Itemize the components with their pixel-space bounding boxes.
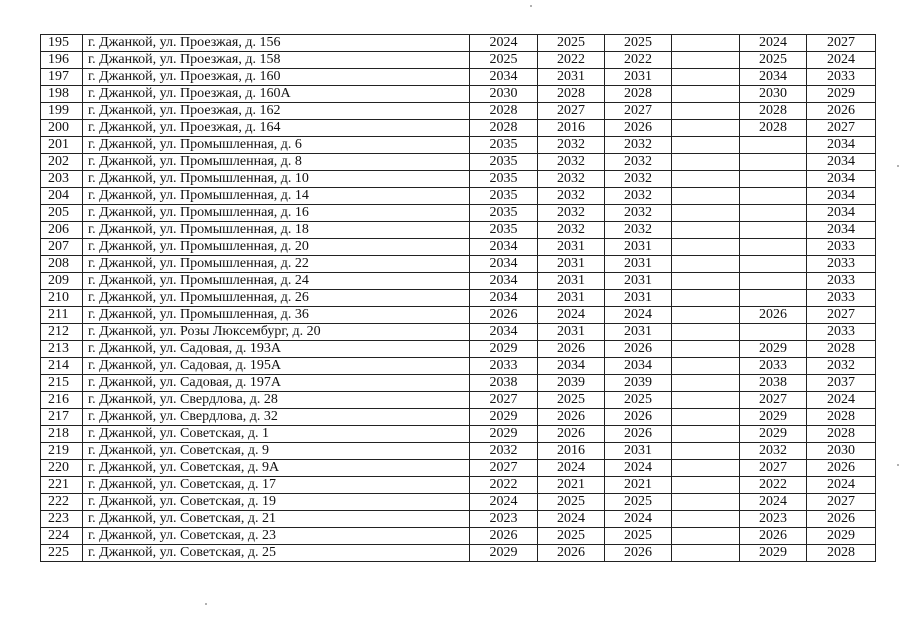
row-number-cell: 207 xyxy=(41,239,83,256)
year-cell-2: 2034 xyxy=(538,358,605,375)
address-cell: г. Джанкой, ул. Советская, д. 9А xyxy=(83,460,470,477)
year-cell-6: 2024 xyxy=(807,392,876,409)
address-cell: г. Джанкой, ул. Проезжая, д. 160А xyxy=(83,86,470,103)
year-cell-2: 2032 xyxy=(538,137,605,154)
year-cell-2: 2028 xyxy=(538,86,605,103)
row-number-cell: 206 xyxy=(41,222,83,239)
year-cell-5: 2028 xyxy=(740,103,807,120)
table-row xyxy=(41,239,876,256)
address-cell: г. Джанкой, ул. Промышленная, д. 26 xyxy=(83,290,470,307)
table-row xyxy=(41,188,876,205)
year-cell-5: 2028 xyxy=(740,120,807,137)
year-cell-4 xyxy=(672,528,740,545)
address-cell: г. Джанкой, ул. Промышленная, д. 36 xyxy=(83,307,470,324)
table-row xyxy=(41,409,876,426)
year-cell-3: 2027 xyxy=(605,103,672,120)
year-cell-2: 2024 xyxy=(538,460,605,477)
row-number-cell: 210 xyxy=(41,290,83,307)
year-cell-5: 2029 xyxy=(740,545,807,562)
year-cell-6: 2027 xyxy=(807,494,876,511)
year-cell-5: 2025 xyxy=(740,52,807,69)
address-cell: г. Джанкой, ул. Проезжая, д. 164 xyxy=(83,120,470,137)
year-cell-3: 2034 xyxy=(605,358,672,375)
address-cell: г. Джанкой, ул. Проезжая, д. 158 xyxy=(83,52,470,69)
year-cell-1: 2029 xyxy=(470,426,538,443)
year-cell-5: 2029 xyxy=(740,426,807,443)
year-cell-5: 2024 xyxy=(740,35,807,52)
year-cell-3: 2032 xyxy=(605,222,672,239)
table-row xyxy=(41,137,876,154)
year-cell-2: 2031 xyxy=(538,273,605,290)
year-cell-4 xyxy=(672,137,740,154)
year-cell-1: 2026 xyxy=(470,528,538,545)
year-cell-4 xyxy=(672,477,740,494)
table-row xyxy=(41,103,876,120)
table-row xyxy=(41,256,876,273)
year-cell-6: 2033 xyxy=(807,69,876,86)
address-cell: г. Джанкой, ул. Свердлова, д. 28 xyxy=(83,392,470,409)
row-number-cell: 209 xyxy=(41,273,83,290)
year-cell-4 xyxy=(672,290,740,307)
table-row xyxy=(41,460,876,477)
year-cell-6: 2028 xyxy=(807,426,876,443)
year-cell-2: 2021 xyxy=(538,477,605,494)
year-cell-4 xyxy=(672,222,740,239)
year-cell-1: 2029 xyxy=(470,341,538,358)
row-number-cell: 213 xyxy=(41,341,83,358)
table-row xyxy=(41,358,876,375)
table-row xyxy=(41,477,876,494)
year-cell-2: 2031 xyxy=(538,69,605,86)
row-number-cell: 225 xyxy=(41,545,83,562)
year-cell-1: 2034 xyxy=(470,69,538,86)
year-cell-2: 2027 xyxy=(538,103,605,120)
year-cell-6: 2033 xyxy=(807,256,876,273)
year-cell-6: 2034 xyxy=(807,222,876,239)
year-cell-4 xyxy=(672,86,740,103)
address-cell: г. Джанкой, ул. Промышленная, д. 16 xyxy=(83,205,470,222)
year-cell-6: 2034 xyxy=(807,205,876,222)
year-cell-3: 2039 xyxy=(605,375,672,392)
year-cell-2: 2032 xyxy=(538,154,605,171)
year-cell-5: 2023 xyxy=(740,511,807,528)
table-row xyxy=(41,273,876,290)
year-cell-4 xyxy=(672,35,740,52)
year-cell-5 xyxy=(740,222,807,239)
year-cell-3: 2031 xyxy=(605,443,672,460)
year-cell-1: 2034 xyxy=(470,256,538,273)
year-cell-2: 2031 xyxy=(538,256,605,273)
year-cell-1: 2035 xyxy=(470,137,538,154)
row-number-cell: 208 xyxy=(41,256,83,273)
table-row xyxy=(41,443,876,460)
year-cell-5 xyxy=(740,171,807,188)
year-cell-4 xyxy=(672,358,740,375)
table-row xyxy=(41,69,876,86)
row-number-cell: 214 xyxy=(41,358,83,375)
row-number-cell: 224 xyxy=(41,528,83,545)
year-cell-1: 2027 xyxy=(470,460,538,477)
year-cell-3: 2031 xyxy=(605,273,672,290)
register-table xyxy=(40,34,876,562)
year-cell-5 xyxy=(740,188,807,205)
year-cell-1: 2023 xyxy=(470,511,538,528)
address-cell: г. Джанкой, ул. Проезжая, д. 156 xyxy=(83,35,470,52)
year-cell-6: 2034 xyxy=(807,171,876,188)
year-cell-3: 2031 xyxy=(605,290,672,307)
year-cell-5: 2024 xyxy=(740,494,807,511)
year-cell-3: 2026 xyxy=(605,409,672,426)
table-row xyxy=(41,426,876,443)
year-cell-1: 2024 xyxy=(470,35,538,52)
address-cell: г. Джанкой, ул. Промышленная, д. 18 xyxy=(83,222,470,239)
table-row xyxy=(41,222,876,239)
year-cell-4 xyxy=(672,69,740,86)
year-cell-6: 2033 xyxy=(807,273,876,290)
year-cell-6: 2024 xyxy=(807,477,876,494)
address-cell: г. Джанкой, ул. Садовая, д. 193А xyxy=(83,341,470,358)
year-cell-6: 2028 xyxy=(807,409,876,426)
year-cell-1: 2035 xyxy=(470,205,538,222)
year-cell-3: 2024 xyxy=(605,511,672,528)
year-cell-2: 2026 xyxy=(538,341,605,358)
year-cell-3: 2025 xyxy=(605,392,672,409)
row-number-cell: 218 xyxy=(41,426,83,443)
year-cell-1: 2034 xyxy=(470,324,538,341)
year-cell-1: 2025 xyxy=(470,52,538,69)
row-number-cell: 201 xyxy=(41,137,83,154)
year-cell-1: 2026 xyxy=(470,307,538,324)
year-cell-2: 2039 xyxy=(538,375,605,392)
year-cell-1: 2028 xyxy=(470,120,538,137)
year-cell-2: 2032 xyxy=(538,188,605,205)
address-cell: г. Джанкой, ул. Советская, д. 21 xyxy=(83,511,470,528)
year-cell-1: 2028 xyxy=(470,103,538,120)
year-cell-6: 2029 xyxy=(807,86,876,103)
address-cell: г. Джанкой, ул. Советская, д. 9 xyxy=(83,443,470,460)
year-cell-2: 2032 xyxy=(538,171,605,188)
year-cell-4 xyxy=(672,409,740,426)
row-number-cell: 222 xyxy=(41,494,83,511)
year-cell-3: 2032 xyxy=(605,171,672,188)
table-row xyxy=(41,341,876,358)
table-row xyxy=(41,86,876,103)
year-cell-1: 2034 xyxy=(470,273,538,290)
year-cell-5: 2034 xyxy=(740,69,807,86)
year-cell-5: 2030 xyxy=(740,86,807,103)
table-row xyxy=(41,290,876,307)
year-cell-5: 2022 xyxy=(740,477,807,494)
year-cell-1: 2022 xyxy=(470,477,538,494)
year-cell-3: 2032 xyxy=(605,137,672,154)
year-cell-5 xyxy=(740,273,807,290)
year-cell-5 xyxy=(740,256,807,273)
row-number-cell: 221 xyxy=(41,477,83,494)
year-cell-6: 2034 xyxy=(807,154,876,171)
year-cell-4 xyxy=(672,341,740,358)
year-cell-5: 2029 xyxy=(740,341,807,358)
table-row xyxy=(41,35,876,52)
year-cell-3: 2024 xyxy=(605,460,672,477)
row-number-cell: 223 xyxy=(41,511,83,528)
year-cell-2: 2032 xyxy=(538,205,605,222)
row-number-cell: 195 xyxy=(41,35,83,52)
year-cell-4 xyxy=(672,256,740,273)
year-cell-5 xyxy=(740,290,807,307)
year-cell-6: 2026 xyxy=(807,103,876,120)
table-row xyxy=(41,494,876,511)
address-cell: г. Джанкой, ул. Промышленная, д. 8 xyxy=(83,154,470,171)
table-row xyxy=(41,171,876,188)
year-cell-4 xyxy=(672,375,740,392)
year-cell-5: 2027 xyxy=(740,392,807,409)
year-cell-6: 2027 xyxy=(807,307,876,324)
table-row xyxy=(41,528,876,545)
year-cell-6: 2026 xyxy=(807,511,876,528)
year-cell-6: 2030 xyxy=(807,443,876,460)
row-number-cell: 220 xyxy=(41,460,83,477)
year-cell-2: 2025 xyxy=(538,392,605,409)
address-cell: г. Джанкой, ул. Промышленная, д. 10 xyxy=(83,171,470,188)
year-cell-3: 2028 xyxy=(605,86,672,103)
year-cell-4 xyxy=(672,545,740,562)
year-cell-1: 2035 xyxy=(470,188,538,205)
table-row xyxy=(41,120,876,137)
year-cell-3: 2025 xyxy=(605,35,672,52)
year-cell-2: 2026 xyxy=(538,545,605,562)
address-cell: г. Джанкой, ул. Советская, д. 19 xyxy=(83,494,470,511)
row-number-cell: 212 xyxy=(41,324,83,341)
year-cell-5: 2026 xyxy=(740,307,807,324)
row-number-cell: 205 xyxy=(41,205,83,222)
address-cell: г. Джанкой, ул. Свердлова, д. 32 xyxy=(83,409,470,426)
year-cell-4 xyxy=(672,154,740,171)
year-cell-4 xyxy=(672,494,740,511)
table-row xyxy=(41,52,876,69)
year-cell-5: 2032 xyxy=(740,443,807,460)
year-cell-1: 2033 xyxy=(470,358,538,375)
year-cell-2: 2026 xyxy=(538,426,605,443)
year-cell-4 xyxy=(672,103,740,120)
year-cell-3: 2032 xyxy=(605,188,672,205)
year-cell-1: 2032 xyxy=(470,443,538,460)
year-cell-5 xyxy=(740,239,807,256)
year-cell-1: 2034 xyxy=(470,239,538,256)
address-cell: г. Джанкой, ул. Розы Люксембург, д. 20 xyxy=(83,324,470,341)
year-cell-5 xyxy=(740,154,807,171)
year-cell-1: 2027 xyxy=(470,392,538,409)
year-cell-4 xyxy=(672,426,740,443)
year-cell-3: 2025 xyxy=(605,528,672,545)
year-cell-6: 2033 xyxy=(807,324,876,341)
row-number-cell: 202 xyxy=(41,154,83,171)
year-cell-2: 2025 xyxy=(538,528,605,545)
year-cell-1: 2038 xyxy=(470,375,538,392)
year-cell-5: 2027 xyxy=(740,460,807,477)
year-cell-1: 2024 xyxy=(470,494,538,511)
year-cell-2: 2031 xyxy=(538,239,605,256)
row-number-cell: 204 xyxy=(41,188,83,205)
year-cell-2: 2024 xyxy=(538,511,605,528)
year-cell-3: 2026 xyxy=(605,426,672,443)
year-cell-2: 2032 xyxy=(538,222,605,239)
row-number-cell: 196 xyxy=(41,52,83,69)
address-cell: г. Джанкой, ул. Проезжая, д. 160 xyxy=(83,69,470,86)
address-cell: г. Джанкой, ул. Садовая, д. 195А xyxy=(83,358,470,375)
row-number-cell: 199 xyxy=(41,103,83,120)
table-row xyxy=(41,545,876,562)
year-cell-3: 2032 xyxy=(605,154,672,171)
year-cell-3: 2031 xyxy=(605,69,672,86)
table-row xyxy=(41,511,876,528)
address-cell: г. Джанкой, ул. Садовая, д. 197А xyxy=(83,375,470,392)
year-cell-3: 2026 xyxy=(605,545,672,562)
scan-speck xyxy=(530,5,532,7)
year-cell-2: 2016 xyxy=(538,443,605,460)
table-row xyxy=(41,392,876,409)
year-cell-5: 2029 xyxy=(740,409,807,426)
year-cell-5 xyxy=(740,324,807,341)
year-cell-1: 2035 xyxy=(470,154,538,171)
year-cell-4 xyxy=(672,239,740,256)
year-cell-2: 2025 xyxy=(538,35,605,52)
year-cell-4 xyxy=(672,460,740,477)
year-cell-3: 2021 xyxy=(605,477,672,494)
address-cell: г. Джанкой, ул. Промышленная, д. 6 xyxy=(83,137,470,154)
row-number-cell: 219 xyxy=(41,443,83,460)
year-cell-4 xyxy=(672,307,740,324)
scan-speck xyxy=(897,165,899,167)
year-cell-3: 2022 xyxy=(605,52,672,69)
year-cell-5: 2026 xyxy=(740,528,807,545)
year-cell-3: 2031 xyxy=(605,239,672,256)
year-cell-4 xyxy=(672,205,740,222)
year-cell-2: 2016 xyxy=(538,120,605,137)
year-cell-3: 2031 xyxy=(605,324,672,341)
year-cell-4 xyxy=(672,52,740,69)
year-cell-6: 2024 xyxy=(807,52,876,69)
year-cell-4 xyxy=(672,188,740,205)
address-cell: г. Джанкой, ул. Советская, д. 23 xyxy=(83,528,470,545)
row-number-cell: 216 xyxy=(41,392,83,409)
year-cell-3: 2032 xyxy=(605,205,672,222)
table-row xyxy=(41,154,876,171)
year-cell-1: 2035 xyxy=(470,171,538,188)
table-row xyxy=(41,324,876,341)
year-cell-2: 2031 xyxy=(538,290,605,307)
year-cell-3: 2031 xyxy=(605,256,672,273)
table-row xyxy=(41,375,876,392)
address-cell: г. Джанкой, ул. Советская, д. 17 xyxy=(83,477,470,494)
row-number-cell: 215 xyxy=(41,375,83,392)
year-cell-5 xyxy=(740,205,807,222)
year-cell-6: 2028 xyxy=(807,341,876,358)
address-cell: г. Джанкой, ул. Советская, д. 1 xyxy=(83,426,470,443)
row-number-cell: 198 xyxy=(41,86,83,103)
year-cell-4 xyxy=(672,120,740,137)
year-cell-5 xyxy=(740,137,807,154)
address-cell: г. Джанкой, ул. Проезжая, д. 162 xyxy=(83,103,470,120)
address-cell: г. Джанкой, ул. Промышленная, д. 22 xyxy=(83,256,470,273)
year-cell-1: 2034 xyxy=(470,290,538,307)
year-cell-6: 2028 xyxy=(807,545,876,562)
year-cell-4 xyxy=(672,443,740,460)
year-cell-6: 2034 xyxy=(807,188,876,205)
year-cell-6: 2033 xyxy=(807,290,876,307)
year-cell-1: 2029 xyxy=(470,545,538,562)
table-row xyxy=(41,307,876,324)
year-cell-3: 2026 xyxy=(605,341,672,358)
address-cell: г. Джанкой, ул. Советская, д. 25 xyxy=(83,545,470,562)
year-cell-6: 2027 xyxy=(807,120,876,137)
year-cell-1: 2029 xyxy=(470,409,538,426)
address-cell: г. Джанкой, ул. Промышленная, д. 20 xyxy=(83,239,470,256)
year-cell-6: 2027 xyxy=(807,35,876,52)
year-cell-3: 2026 xyxy=(605,120,672,137)
year-cell-3: 2025 xyxy=(605,494,672,511)
year-cell-6: 2029 xyxy=(807,528,876,545)
address-cell: г. Джанкой, ул. Промышленная, д. 24 xyxy=(83,273,470,290)
year-cell-2: 2026 xyxy=(538,409,605,426)
year-cell-5: 2038 xyxy=(740,375,807,392)
year-cell-4 xyxy=(672,324,740,341)
year-cell-1: 2030 xyxy=(470,86,538,103)
year-cell-2: 2025 xyxy=(538,494,605,511)
year-cell-1: 2035 xyxy=(470,222,538,239)
row-number-cell: 197 xyxy=(41,69,83,86)
year-cell-6: 2034 xyxy=(807,137,876,154)
row-number-cell: 200 xyxy=(41,120,83,137)
year-cell-4 xyxy=(672,273,740,290)
year-cell-6: 2032 xyxy=(807,358,876,375)
year-cell-2: 2024 xyxy=(538,307,605,324)
table-row xyxy=(41,205,876,222)
year-cell-2: 2031 xyxy=(538,324,605,341)
year-cell-6: 2037 xyxy=(807,375,876,392)
year-cell-5: 2033 xyxy=(740,358,807,375)
scan-speck xyxy=(205,603,207,605)
row-number-cell: 211 xyxy=(41,307,83,324)
year-cell-6: 2026 xyxy=(807,460,876,477)
table-body xyxy=(41,35,876,562)
address-cell: г. Джанкой, ул. Промышленная, д. 14 xyxy=(83,188,470,205)
row-number-cell: 217 xyxy=(41,409,83,426)
year-cell-4 xyxy=(672,511,740,528)
row-number-cell: 203 xyxy=(41,171,83,188)
year-cell-4 xyxy=(672,171,740,188)
year-cell-3: 2024 xyxy=(605,307,672,324)
year-cell-6: 2033 xyxy=(807,239,876,256)
scan-speck xyxy=(897,464,899,466)
year-cell-4 xyxy=(672,392,740,409)
year-cell-2: 2022 xyxy=(538,52,605,69)
